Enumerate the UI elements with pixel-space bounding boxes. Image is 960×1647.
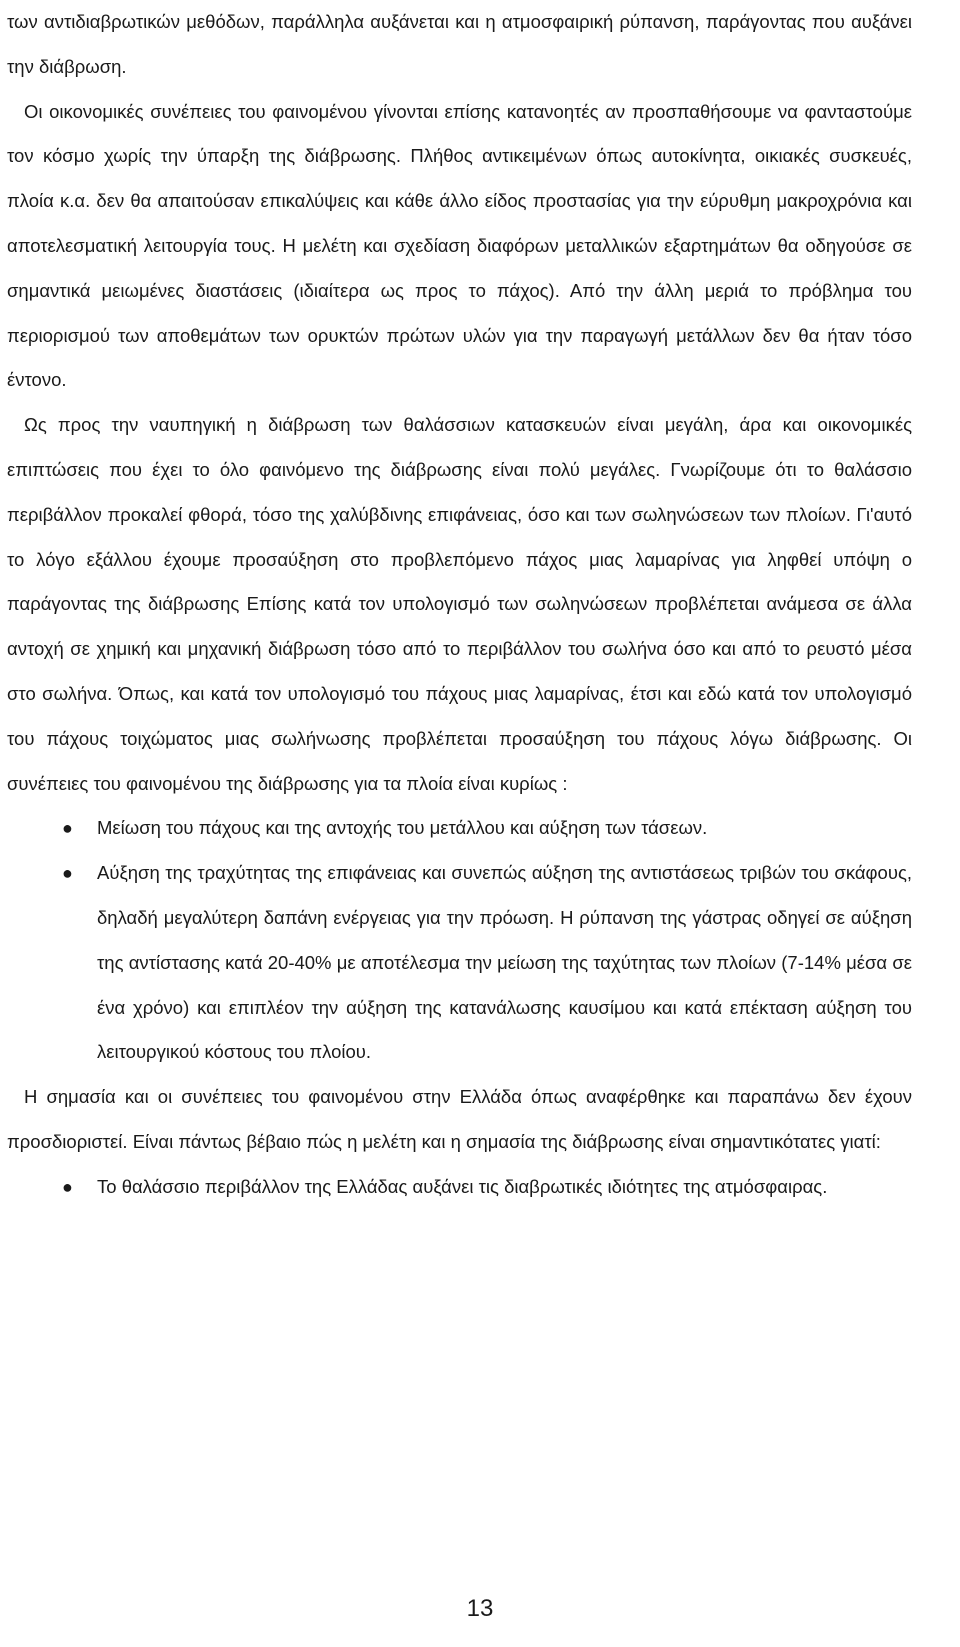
page-body <box>7 0 912 1210</box>
list-item-text: Αύξηση της τραχύτητας της επιφάνειας και συνεπώς αύξηση της αντιστάσεως τριβών του σκάφους, δηλαδή μεγαλύτερη δαπάνη ενέργειας για την πρόωση. Η ρύπανση της γάστρας οδηγεί σε αύξηση της αντίστασης κατά 20-40% με αποτέλεσμα την μείωση της ταχύτητας των πλοίων (7-14% μέσα σε ένα χρόνο) και επιπλέον την αύξηση της κατανάλωσης καυσίμου και κατά επέκταση αύξηση του λειτουργικού κόστους του πλοίου. <box>97 862 912 1063</box>
list-item-text: Το θαλάσσιο περιβάλλον της Ελλάδας αυξάνει τις διαβρωτικές ιδιότητες της ατμόσφαιρας. <box>97 1175 828 1197</box>
page-number: 13 <box>466 1595 494 1622</box>
list-item <box>7 851 912 1075</box>
bullet-icon: ● <box>62 1176 73 1197</box>
list-item-text: Μείωση του πάχους και της αντοχής του μετάλλου και αύξηση των τάσεων. <box>97 817 708 839</box>
bullet-list-greece-reasons <box>7 1165 912 1210</box>
bullet-list-ship-consequences <box>7 806 912 1075</box>
list-item <box>7 806 912 851</box>
paragraph-greece: Η σημασία και οι συνέπειες του φαινομένου στην Ελλάδα όπως αναφέρθηκε και παραπάνω δεν έχουν προσδιοριστεί. Είναι πάντως βέβαιο πώς η μελέτη και η σημασία της διάβρωσης είναι σημαντικότατες γιατί: <box>7 1086 912 1152</box>
bullet-icon: ● <box>62 818 73 839</box>
bullet-icon: ● <box>62 863 73 884</box>
paragraph-economic-consequences: Οι οικονομικές συνέπειες του φαινομένου γίνονται επίσης κατανοητές αν προσπαθήσουμε να φανταστούμε τον κόσμο χωρίς την ύπαρξη της διάβρωσης. Πλήθος αντικειμένων όπως αυτοκίνητα, οικιακές συσκευές, πλοία κ.α. δεν θα απαιτούσαν επικαλύψεις και κάθε άλλο είδος προστασίας για την εύρυθμη μακροχρόνια και αποτελεσματική λειτουργία τους. Η μελέτη και σχεδίαση διαφόρων μεταλλικών εξαρτημάτων θα οδηγούσε σε σημαντικά μειωμένες διαστάσεις (ιδιαίτερα ως προς το πάχος). Από την άλλη μεριά το πρόβλημα του περιορισμού των αποθεμάτων των ορυκτών πρώτων υλών για την παραγωγή μετάλλων δεν θα ήταν τόσο έντονο. <box>7 100 912 391</box>
list-item <box>7 1165 912 1210</box>
paragraph-shipbuilding: Ως προς την ναυπηγική η διάβρωση των θαλάσσιων κατασκευών είναι μεγάλη, άρα και οικονομικές επιπτώσεις που έχει το όλο φαινόμενο της διάβρωσης είναι πολύ μεγάλες. Γνωρίζουμε ότι το θαλάσσιο περιβάλλον προκαλεί φθορά, τόσο της χαλύβδινης επιφάνειας, όσο και των σωληνώσεων των πλοίων. Γι'αυτό το λόγο εξάλλου έχουμε προσαύξηση στο προβλεπόμενο πάχος μιας λαμαρίνας για ληφθεί υπόψη ο παράγοντας της διάβρωσης Επίσης κατά τον υπολογισμό των σωληνώσεων προβλέπεται ανάμεσα σε άλλα αντοχή σε χημική και μηχανική διάβρωση τόσο από το περιβάλλον του σωλήνα όσο και από το ρευστό μέσα στο σωλήνα. Όπως, και κατά τον υπολογισμό του πάχους μιας λαμαρίνας, έτσι και εδώ κατά τον υπολογισμό του πάχους τοιχώματος μιας σωλήνωσης προβλέπεται προσαύξηση του πάχους λόγω διάβρωσης. Οι συνέπειες του φαινομένου της διάβρωσης για τα πλοία είναι κυρίως : <box>7 414 912 794</box>
paragraph-pollution: των αντιδιαβρωτικών μεθόδων, παράλληλα αυξάνεται και η ατμοσφαιρική ρύπανση, παράγοντας που αυξάνει την διάβρωση. <box>7 11 912 77</box>
